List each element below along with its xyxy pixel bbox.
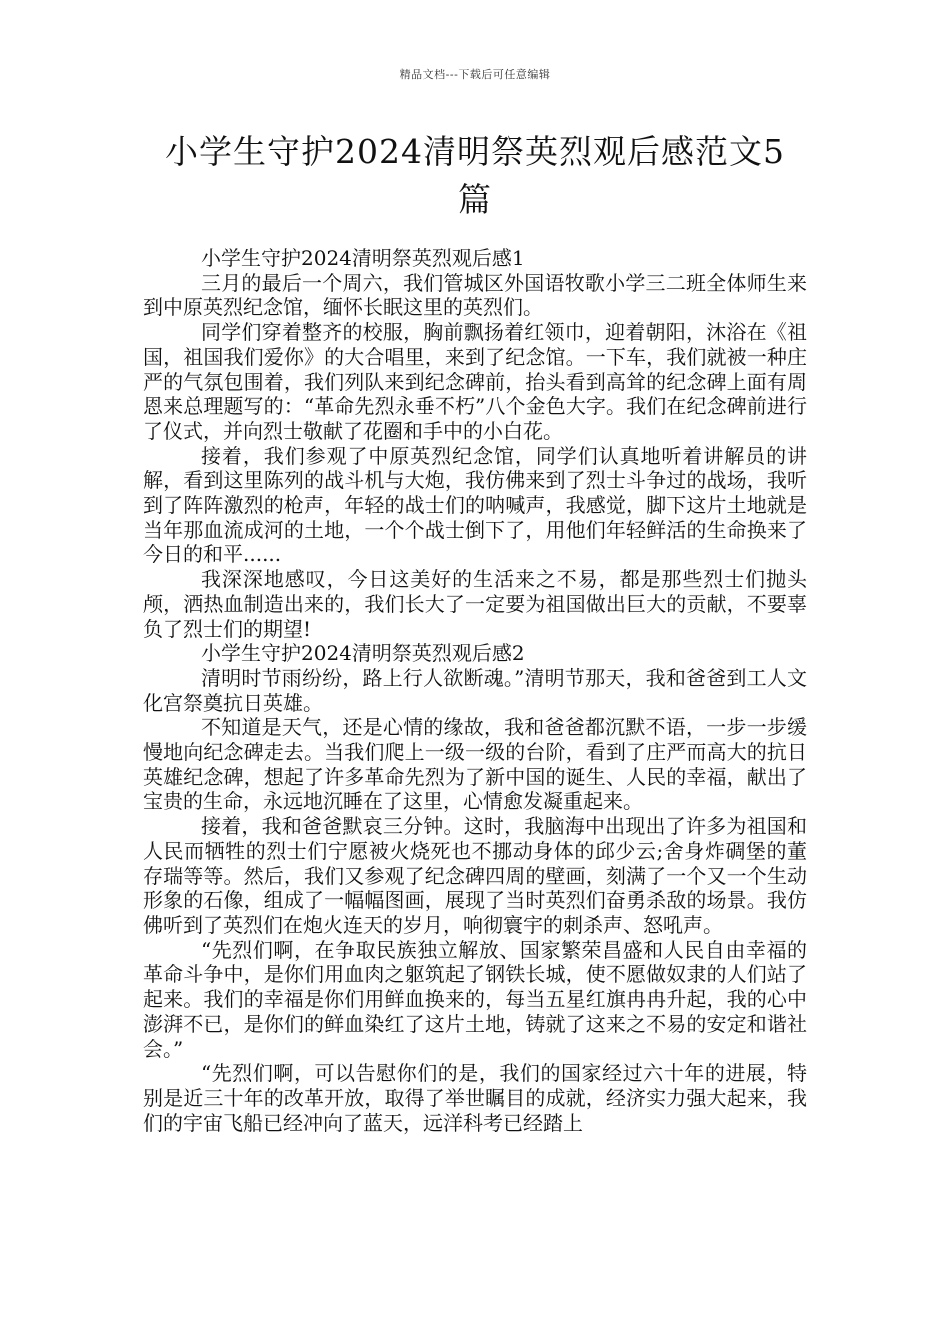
paragraph: “先烈们啊，可以告慰你们的是，我们的国家经过六十年的进展，特别是近三十年的改革开放，取得了举世瞩目的成就，经济实力强大起来，我们的宇宙飞船已经冲向了蓝天，远洋科考已经踏上	[143, 1061, 807, 1135]
paragraph: 接着，我和爸爸默哀三分钟。这时，我脑海中出现出了许多为祖国和人民而牺牲的烈士们宁愿被火烧死也不挪动身体的邱少云;舍身炸碉堡的董存瑞等等。然后，我们又参观了纪念碑四周的壁画，刻满了一个又一个生动形象的石像，组成了一幅幅图画，展现了当时英烈们奋勇杀敌的场景。我仿佛听到了英烈们在炮火连天的岁月，响彻寰宇的刺杀声、怒吼声。	[143, 814, 807, 937]
document-title: 小学生守护2024清明祭英烈观后感范文5篇	[165, 132, 785, 219]
paragraph: 三月的最后一个周六，我们管城区外国语牧歌小学三二班全体师生来到中原英烈纪念馆，缅怀长眠这里的英烈们。	[143, 270, 807, 320]
paragraph: 同学们穿着整齐的校服，胸前飘扬着红领巾，迎着朝阳，沐浴在《祖国，祖国我们爱你》的大合唱里，来到了纪念馆。一下车，我们就被一种庄严的气氛包围着，我们列队来到纪念碑前，抬头看到高耸的纪念碑上面有周恩来总理题写的：“革命先烈永垂不朽”八个金色大字。我们在纪念碑前进行了仪式，并向烈士敬献了花圈和手中的小白花。	[143, 320, 807, 443]
paragraph: 不知道是天气，还是心情的缘故，我和爸爸都沉默不语，一步一步缓慢地向纪念碑走去。当我们爬上一级一级的台阶，看到了庄严而高大的抗日英雄纪念碑，想起了许多革命先烈为了新中国的诞生、人民的幸福，献出了宝贵的生命，永远地沉睡在了这里，心情愈发凝重起来。	[143, 715, 807, 814]
paragraph: 清明时节雨纷纷，路上行人欲断魂。”清明节那天，我和爸爸到工人文化宫祭奠抗日英雄。	[143, 665, 807, 715]
paragraph: 我深深地感叹，今日这美好的生活来之不易，都是那些烈士们抛头颅，洒热血制造出来的，我们长大了一定要为祖国做出巨大的贡献，不要辜负了烈士们的期望!	[143, 567, 807, 641]
document-body	[143, 246, 807, 1135]
paragraph: “先烈们啊，在争取民族独立解放、国家繁荣昌盛和人民自由幸福的革命斗争中，是你们用血肉之躯筑起了钢铁长城，使不愿做奴隶的人们站了起来。我们的幸福是你们用鲜血换来的，每当五星红旗冉冉升起，我的心中澎湃不已，是你们的鲜血染红了这片土地，铸就了这来之不易的安定和谐社会。”	[143, 937, 807, 1061]
section-heading-2: 小学生守护2024清明祭英烈观后感2	[201, 641, 525, 666]
header-note: 精品文档---下载后可任意编辑	[399, 68, 551, 81]
paragraph: 接着，我们参观了中原英烈纪念馆，同学们认真地听着讲解员的讲解，看到这里陈列的战斗机与大炮，我仿佛来到了烈士斗争过的战场，我听到了阵阵激烈的枪声，年轻的战士们的呐喊声，我感觉，脚下这片土地就是当年那血流成河的土地，一个个战士倒下了，用他们年轻鲜活的生命换来了今日的和平......	[143, 443, 807, 567]
section-heading-1: 小学生守护2024清明祭英烈观后感1	[201, 246, 525, 270]
